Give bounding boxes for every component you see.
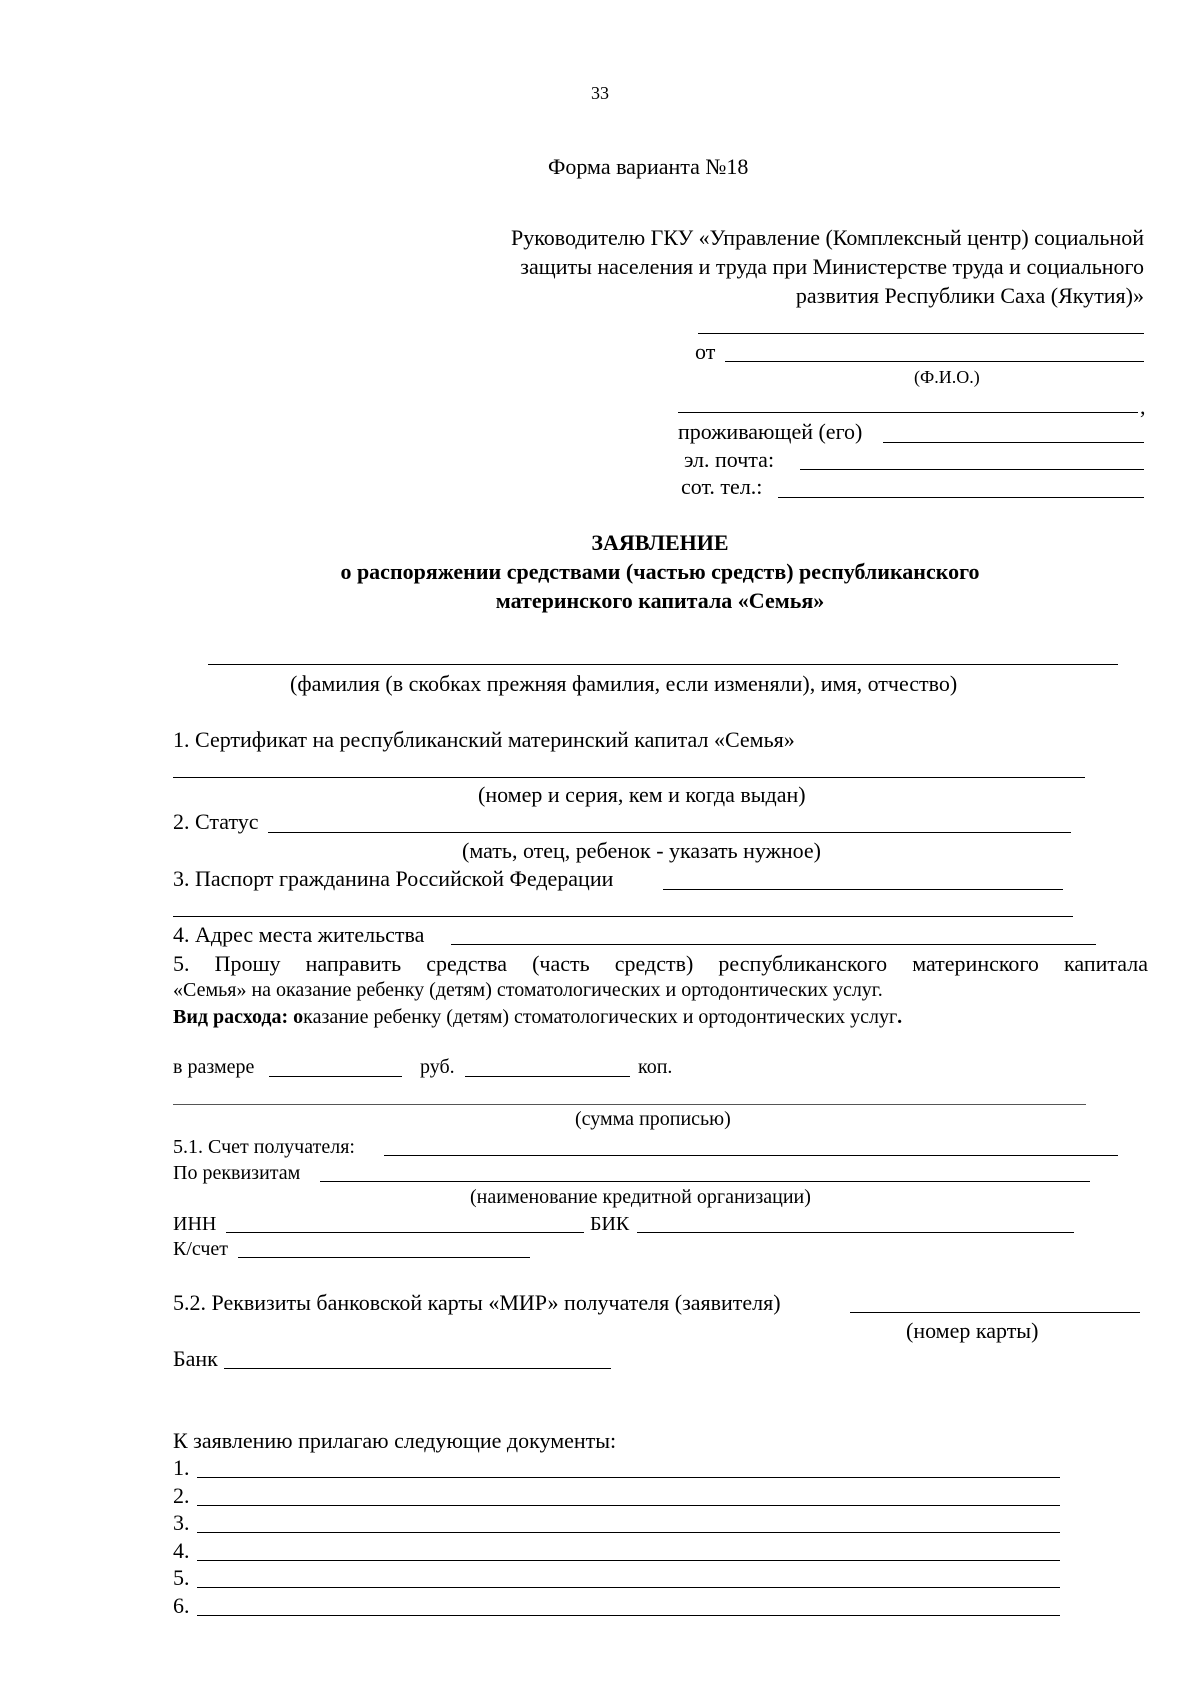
amount-kop-label: коп. <box>638 1056 673 1078</box>
email-label: эл. почта: <box>684 447 775 472</box>
address-input-line[interactable] <box>451 944 1096 945</box>
amount-rub-label: руб. <box>420 1056 455 1078</box>
status-label: 2. Статус <box>173 809 259 834</box>
fio-caption: (Ф.И.О.) <box>914 367 980 387</box>
amount-rub-input-line[interactable] <box>269 1076 402 1077</box>
certificate-label: 1. Сертификат на республиканский материнский капитал «Семья» <box>173 727 795 752</box>
attachment-number: 1. <box>173 1455 190 1480</box>
application-title: ЗАЯВЛЕНИЕ <box>591 530 729 555</box>
addressee-line-1: Руководителю ГКУ «Управление (Комплексный центр) социальной <box>510 225 1144 250</box>
residing-input-line[interactable] <box>883 442 1144 443</box>
address-label: 4. Адрес места жительства <box>173 922 425 947</box>
passport-label: 3. Паспорт гражданина Российской Федерации <box>173 866 614 891</box>
account-label: 5.1. Счет получателя: <box>173 1136 355 1158</box>
status-input-line[interactable] <box>268 832 1071 833</box>
comma: , <box>1140 394 1146 419</box>
expense-type-bold: Вид расхода: о <box>173 1006 304 1028</box>
applicant-extra-line[interactable] <box>678 412 1138 413</box>
details-input-line[interactable] <box>320 1181 1090 1182</box>
passport-extra-line[interactable] <box>173 916 1073 917</box>
inn-input-line[interactable] <box>226 1232 584 1233</box>
email-input-line[interactable] <box>800 469 1144 470</box>
residing-label: проживающей (его) <box>678 419 863 444</box>
page-number: 33 <box>591 83 609 103</box>
bank-label: Банк <box>173 1346 218 1371</box>
details-label: По реквизитам <box>173 1162 301 1184</box>
status-caption: (мать, отец, ребенок - указать нужное) <box>462 838 821 863</box>
attachment-input-line[interactable] <box>197 1532 1060 1533</box>
corr-account-label: К/счет <box>173 1238 229 1260</box>
amount-prefix: в размере <box>173 1056 255 1078</box>
application-subtitle-1: о распоряжении средствами (частью средств) республиканского <box>340 559 980 584</box>
amount-kop-input-line[interactable] <box>465 1076 630 1077</box>
expense-type-text: казание ребенку (детям) стоматологических и ортодонтических услуг <box>303 1006 898 1028</box>
attachment-number: 4. <box>173 1538 190 1563</box>
card-input-line[interactable] <box>850 1312 1140 1313</box>
attachment-number: 2. <box>173 1483 190 1508</box>
attachment-input-line[interactable] <box>197 1477 1060 1478</box>
corr-account-input-line[interactable] <box>238 1257 530 1258</box>
bik-input-line[interactable] <box>637 1232 1074 1233</box>
amount-words-caption: (сумма прописью) <box>575 1108 731 1130</box>
addressee-line-3: развития Республики Саха (Якутия)» <box>795 283 1144 308</box>
attachment-input-line[interactable] <box>197 1505 1060 1506</box>
fullname-input-line[interactable] <box>208 664 1118 665</box>
expense-line <box>173 1007 902 1027</box>
bank-name-caption: (наименование кредитной организации) <box>470 1186 811 1208</box>
attachment-number: 5. <box>173 1565 190 1590</box>
request-line-2: «Семья» на оказание ребенку (детям) стоматологических и ортодонтических услуг. <box>173 979 883 1001</box>
fullname-caption: (фамилия (в скобках прежняя фамилия, если изменяли), имя, отчество) <box>290 671 958 696</box>
phone-label: сот. тел.: <box>681 474 763 499</box>
passport-input-line[interactable] <box>663 889 1063 890</box>
phone-input-line[interactable] <box>778 497 1144 498</box>
attachment-input-line[interactable] <box>197 1587 1060 1588</box>
applicant-blank-line[interactable] <box>698 333 1144 334</box>
fio-input-line[interactable] <box>725 361 1144 362</box>
expense-type-dot: . <box>897 1006 903 1028</box>
certificate-caption: (номер и серия, кем и когда выдан) <box>478 782 806 807</box>
from-label: от <box>695 339 716 364</box>
attachment-input-line[interactable] <box>197 1615 1060 1616</box>
bik-label: БИК <box>590 1213 630 1235</box>
account-input-line[interactable] <box>384 1155 1118 1156</box>
amount-words-input-line[interactable] <box>173 1104 1086 1105</box>
attachments-intro: К заявлению прилагаю следующие документы: <box>173 1428 617 1453</box>
card-caption: (номер карты) <box>906 1318 1039 1343</box>
attachment-input-line[interactable] <box>197 1560 1060 1561</box>
certificate-input-line[interactable] <box>173 777 1085 778</box>
form-title: Форма варианта №18 <box>548 154 749 179</box>
attachment-number: 3. <box>173 1510 190 1535</box>
inn-label: ИНН <box>173 1213 217 1235</box>
request-line-1: 5. Прошу направить средства (часть средств) республиканского материнского капитала <box>173 951 1148 976</box>
bank-input-line[interactable] <box>224 1368 611 1369</box>
attachment-number: 6. <box>173 1593 190 1618</box>
addressee-line-2: защиты населения и труда при Министерстве труда и социального <box>520 254 1144 279</box>
application-subtitle-2: материнского капитала «Семья» <box>495 588 825 613</box>
card-label: 5.2. Реквизиты банковской карты «МИР» получателя (заявителя) <box>173 1290 781 1315</box>
